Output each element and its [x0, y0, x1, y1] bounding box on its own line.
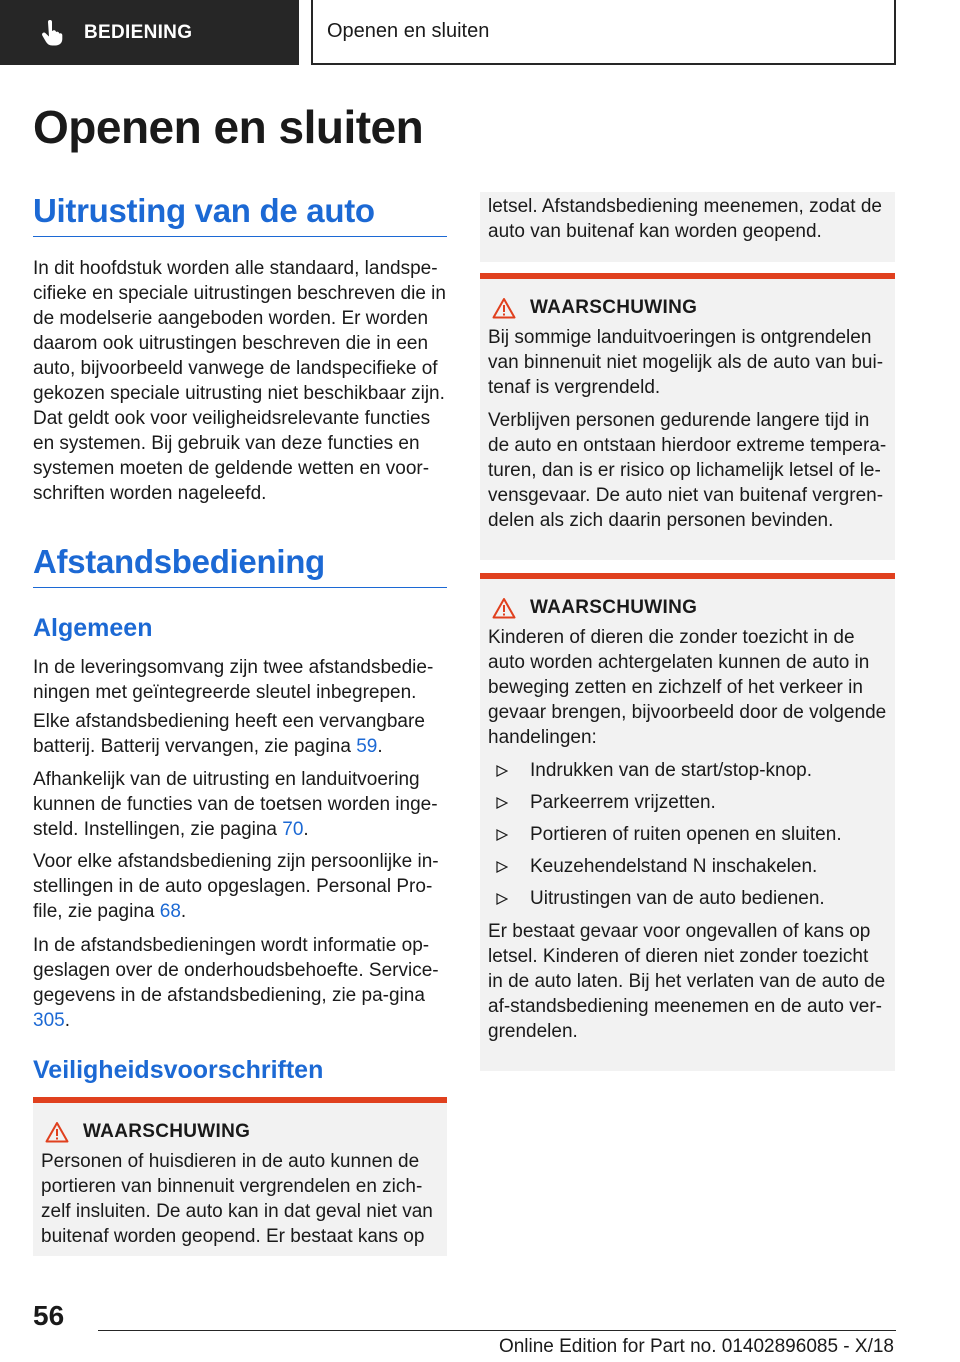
- warning-title: [488, 597, 887, 619]
- continued-warning-text: letsel. Afstandsbediening meenemen, zodat de auto van buitenaf kan worden geopend.: [488, 196, 882, 242]
- warning-box: [33, 1097, 447, 1256]
- heading-algemeen: Algemeen: [33, 614, 153, 642]
- heading-afstandsbediening: Afstandsbediening: [33, 543, 447, 588]
- warning-text: Bij sommige landuitvoeringen is ontgrendelen van binnenuit niet mogelijk als de auto van bui-tenaf is vergrendeld.: [488, 327, 884, 398]
- paragraph-servicegegevens: [33, 933, 447, 1033]
- page-link-59[interactable]: 59: [356, 736, 378, 757]
- page-link-68[interactable]: 68: [159, 901, 181, 922]
- page-link-305[interactable]: 305: [33, 1010, 65, 1031]
- list-item: [488, 822, 887, 847]
- breadcrumb-text: Openen en sluiten: [327, 20, 490, 42]
- period: .: [303, 819, 309, 840]
- list-item-text: Keuzehendelstand N inschakelen.: [530, 856, 818, 877]
- list-item: [488, 758, 887, 783]
- warning-triangle-icon: [492, 297, 516, 319]
- paragraph-personal-profile: [33, 849, 447, 924]
- section-label: BEDIENING: [84, 21, 193, 43]
- period: .: [377, 736, 383, 757]
- paragraph-uitrusting: In dit hoofdstuk worden alle standaard, landspe-cifieke en speciale uitrustingen beschreven die in de modelserie aangeboden worden. Er worden daarom ook uitrustingen beschreven die in een auto, bijvoorbeeld vanwege de landspecifieke of gekozen speciale uitrusting niet beschikbaar zijn. Dat geldt ook voor veiligheidsrelevante functies en systemen. Bij gebruik van deze functies en systemen moeten de geldende wetten en voor-schriften worden nageleefd.: [33, 258, 446, 504]
- paragraph-text: Afhankelijk van de uitrusting en landuitvoering kunnen de functies van de toetsen worden inge-steld. Instellingen, zie pagina: [33, 769, 438, 840]
- warning-title-text: WAARSCHUWING: [83, 1121, 251, 1142]
- paragraph-text: In de afstandsbedieningen wordt informatie op-geslagen over de onderhoudsbehoefte. Service-gegevens in de afstandsbediening, zie pa-gina: [33, 935, 439, 1006]
- warning-box: [480, 273, 895, 560]
- list-item: [488, 854, 887, 879]
- warning-triangle-icon: [45, 1121, 69, 1143]
- hand-pointer-icon: [40, 20, 64, 46]
- list-item-text: Portieren of ruiten openen en sluiten.: [530, 824, 842, 845]
- paragraph-text: Elke afstandsbediening heeft een vervangbare batterij. Batterij vervangen, zie pagina: [33, 711, 425, 757]
- breadcrumb: [311, 0, 896, 65]
- paragraph-text: Voor elke afstandsbediening zijn persoonlijke in-stellingen in de auto opgeslagen. Personal Pro-file, zie pagina: [33, 851, 439, 922]
- paragraph-leveringsomvang: In de leveringsomvang zijn twee afstandsbedie-ningen met geïntegreerde sleutel inbegrepen.: [33, 657, 434, 703]
- period: .: [180, 901, 187, 922]
- warning-title-text: WAARSCHUWING: [530, 597, 698, 618]
- warning-triangle-icon: [492, 597, 516, 619]
- triangle-bullet-icon: [496, 790, 512, 815]
- list-item-text: Indrukken van de start/stop-knop.: [530, 760, 812, 781]
- warning-title: [488, 297, 887, 319]
- footer-divider: [98, 1330, 896, 1331]
- list-item: [488, 886, 887, 911]
- section-tab: [0, 0, 299, 65]
- heading-veiligheidsvoorschriften: Veiligheidsvoorschriften: [33, 1056, 324, 1084]
- warning-text: Er bestaat gevaar voor ongevallen of kans op letsel. Kinderen of dieren niet zonder toezicht in de auto laten. Bij het verlaten van de auto de af-standsbediening meenemen en de auto ver-grendelen.: [488, 921, 886, 1042]
- warning-title: [41, 1121, 439, 1143]
- triangle-bullet-icon: [496, 886, 512, 911]
- heading-uitrusting: Uitrusting van de auto: [33, 192, 447, 237]
- period: .: [64, 1010, 70, 1031]
- warning-text: Personen of huisdieren in de auto kunnen de portieren van binnenuit vergrendelen en zich-zelf insluiten. De auto kan in dat geval niet van buitenaf worden geopend. Er bestaat kans op: [41, 1151, 433, 1247]
- triangle-bullet-icon: [496, 854, 512, 879]
- warning-text: Verblijven personen gedurende langere tijd in de auto en ontstaan hierdoor extreme tempera-turen, dan is er risico op lichamelijk letsel of le-vensgevaar. De auto niet van buitenaf vergren-delen als zich daarin personen bevinden.: [488, 410, 887, 531]
- page-link-70[interactable]: 70: [282, 819, 304, 840]
- page-title: Openen en sluiten: [33, 101, 424, 153]
- warning-title-text: WAARSCHUWING: [530, 297, 698, 318]
- warning-text: Kinderen of dieren die zonder toezicht in de auto worden achtergelaten kunnen de auto in beweging zetten en zichzelf of het verkeer in gevaar brengen, bijvoorbeeld door de volgende handelingen:: [488, 627, 887, 748]
- list-item-text: Uitrustingen van de auto bedienen.: [530, 888, 825, 909]
- triangle-bullet-icon: [496, 822, 512, 847]
- list-item-text: Parkeerrem vrijzetten.: [530, 792, 716, 813]
- paragraph-toetsen: [33, 767, 447, 842]
- warning-box: [480, 573, 895, 1071]
- list-item: [488, 790, 887, 815]
- continued-warning-box: [480, 192, 895, 262]
- triangle-bullet-icon: [496, 758, 512, 783]
- page-number: 56: [33, 1300, 65, 1331]
- paragraph-batterij: [33, 709, 447, 759]
- footer-edition: Online Edition for Part no. 01402896085 - X/18: [498, 1336, 894, 1357]
- bullet-list: [488, 758, 887, 911]
